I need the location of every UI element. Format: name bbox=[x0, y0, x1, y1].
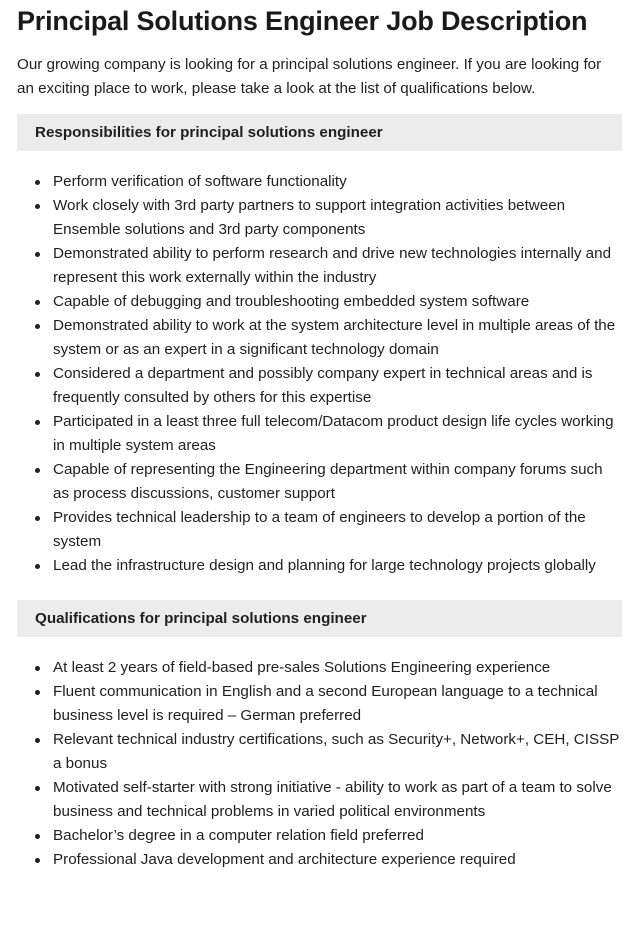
bullet-icon bbox=[35, 564, 40, 569]
bullet-icon bbox=[35, 324, 40, 329]
list-item bbox=[17, 362, 622, 410]
list-item bbox=[17, 824, 622, 848]
list-item-text: Demonstrated ability to perform research and drive new technologies internally and represent this work externally within the industry bbox=[53, 245, 612, 286]
bullet-icon bbox=[35, 420, 40, 425]
bullet-icon bbox=[35, 858, 40, 863]
page-title: Principal Solutions Engineer Job Description bbox=[17, 6, 588, 36]
bullet-icon bbox=[35, 786, 40, 791]
list-item bbox=[17, 848, 622, 872]
bullet-icon bbox=[35, 204, 40, 209]
list-item-text: Fluent communication in English and a second European language to a technical business level is required – German preferred bbox=[53, 683, 598, 724]
list-item-text: Relevant technical industry certifications, such as Security+, Network+, CEH, CISSP a bonus bbox=[53, 731, 620, 772]
list-item bbox=[17, 194, 622, 242]
list-item bbox=[17, 314, 622, 362]
bullet-icon bbox=[35, 666, 40, 671]
responsibilities-list bbox=[17, 170, 622, 578]
list-item-text: Capable of representing the Engineering department within company forums such as process discussions, customer support bbox=[53, 461, 603, 502]
list-item bbox=[17, 506, 622, 554]
bullet-icon bbox=[35, 252, 40, 257]
list-item bbox=[17, 242, 622, 290]
bullet-icon bbox=[35, 180, 40, 185]
list-item-text: At least 2 years of field-based pre-sales Solutions Engineering experience bbox=[53, 659, 551, 676]
bullet-icon bbox=[35, 468, 40, 473]
list-item bbox=[17, 728, 622, 776]
bullet-icon bbox=[35, 516, 40, 521]
bullet-icon bbox=[35, 690, 40, 695]
list-item-text: Motivated self-starter with strong initiative - ability to work as part of a team to solve business and technical problems in varied political environments bbox=[53, 779, 612, 820]
list-item-text: Considered a department and possibly company expert in technical areas and is frequently consulted by others for this expertise bbox=[53, 365, 593, 406]
list-item-text: Capable of debugging and troubleshooting embedded system software bbox=[53, 293, 530, 310]
list-item bbox=[17, 170, 622, 194]
list-item-text: Perform verification of software functionality bbox=[53, 173, 347, 190]
list-item bbox=[17, 680, 622, 728]
bullet-icon bbox=[35, 834, 40, 839]
bullet-icon bbox=[35, 738, 40, 743]
list-item bbox=[17, 458, 622, 506]
list-item bbox=[17, 554, 622, 578]
qualifications-heading: Qualifications for principal solutions engineer bbox=[17, 600, 622, 637]
list-item bbox=[17, 656, 622, 680]
intro-paragraph: Our growing company is looking for a principal solutions engineer. If you are looking for an exciting place to work, please take a look at the list of qualifications below. bbox=[17, 56, 602, 97]
bullet-icon bbox=[35, 300, 40, 305]
responsibilities-heading: Responsibilities for principal solutions engineer bbox=[17, 114, 622, 151]
list-item-text: Work closely with 3rd party partners to support integration activities between Ensemble solutions and 3rd party components bbox=[53, 197, 566, 238]
list-item-text: Provides technical leadership to a team of engineers to develop a portion of the system bbox=[53, 509, 586, 550]
list-item-text: Participated in a least three full telecom/Datacom product design life cycles working in multiple system areas bbox=[53, 413, 614, 454]
list-item-text: Bachelor’s degree in a computer relation field preferred bbox=[53, 827, 424, 844]
list-item-text: Professional Java development and architecture experience required bbox=[53, 851, 516, 868]
qualifications-list bbox=[17, 656, 622, 872]
list-item-text: Demonstrated ability to work at the system architecture level in multiple areas of the system or as an expert in a significant technology domain bbox=[53, 317, 616, 358]
list-item bbox=[17, 290, 622, 314]
list-item bbox=[17, 776, 622, 824]
list-item bbox=[17, 410, 622, 458]
bullet-icon bbox=[35, 372, 40, 377]
list-item-text: Lead the infrastructure design and planning for large technology projects globally bbox=[53, 557, 596, 574]
